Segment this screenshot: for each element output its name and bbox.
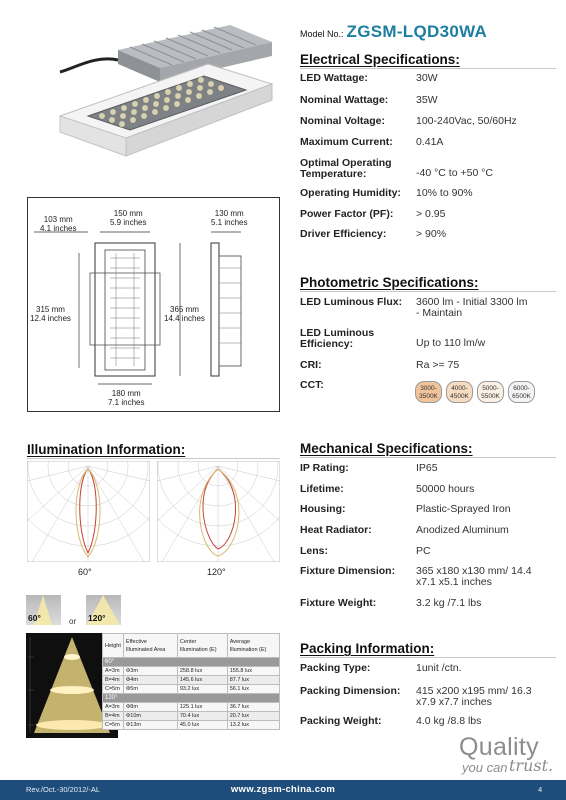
spec-value: Anodized Aluminum	[416, 524, 509, 536]
spec-value: 35W	[416, 94, 438, 106]
dim-180: 180 mm 7.1 inches	[108, 389, 145, 407]
packing-rule	[300, 657, 556, 658]
dim-365: 365 mm 14.4 inches	[164, 305, 205, 323]
table-cell: 125.1 lux	[177, 703, 227, 712]
table-group-row	[103, 694, 280, 703]
footer-revision: Rev./Oct.-30/2012/-AL	[26, 785, 101, 794]
spec-value: > 90%	[416, 228, 447, 240]
polar-diagram-120	[157, 461, 280, 562]
spec-value: PC	[416, 545, 431, 557]
spec-value: 50000 hours	[416, 483, 475, 495]
spec-value: 365 x180 x130 mm/ 14.4 x7.1 x5.1 inches	[416, 565, 532, 588]
spec-label: CCT:	[300, 379, 324, 391]
dim-103: 103 mm 4.1 inches	[40, 215, 77, 233]
spec-value: 3.2 kg /7.1 lbs	[416, 597, 482, 609]
polar-diagram-60	[27, 461, 150, 562]
dim-150: 150 mm 5.9 inches	[110, 209, 147, 227]
spec-label: Packing Type:	[300, 662, 371, 674]
spec-label: CRI:	[300, 359, 322, 371]
footer-page-number: 4	[538, 785, 543, 794]
packing-title: Packing Information:	[300, 641, 435, 656]
table-cell: 20.7 lux	[227, 712, 279, 721]
table-row	[103, 667, 280, 676]
footer-bar	[0, 780, 566, 800]
illumination-rule	[27, 458, 280, 459]
polar-label-120: 120°	[207, 567, 226, 577]
cct-badge: 4000-4500K	[446, 381, 473, 403]
spec-label: LED Luminous Flux:	[300, 296, 403, 308]
table-row	[103, 721, 280, 730]
table-cell: 45.0 lux	[177, 721, 227, 730]
footer-website-link[interactable]: www.zgsm-china.com	[230, 784, 336, 795]
spec-value: 0.41A	[416, 136, 444, 148]
table-cell: C=5m	[103, 685, 124, 694]
table-cell: Φ3m	[123, 667, 177, 676]
table-cell: Φ10m	[123, 712, 177, 721]
spec-value: Ra >= 75	[416, 359, 460, 371]
spec-label: Operating Humidity:	[300, 187, 401, 199]
beam-label-120: 120°	[88, 613, 106, 623]
spec-value: 1unit /ctn.	[416, 662, 462, 674]
spec-label: Packing Dimension:	[300, 685, 401, 697]
spec-label: Power Factor (PF):	[300, 208, 394, 220]
cct-badge: 5000-5500K	[477, 381, 504, 403]
spec-value: Up to 110 lm/w	[416, 337, 486, 349]
spec-label: Heat Radiator:	[300, 524, 372, 536]
quality-logo-script: trust.	[509, 756, 554, 775]
cct-badge: 6000-6500K	[508, 381, 535, 403]
spec-value: -40 °C to +50 °C	[416, 167, 493, 179]
spec-label: Housing:	[300, 503, 346, 515]
spec-label: Fixture Dimension:	[300, 565, 396, 577]
spec-value: 10% to 90%	[416, 187, 473, 199]
table-cell: Φ8m	[123, 703, 177, 712]
electrical-title: Electrical Specifications:	[300, 52, 460, 67]
spec-value: 30W	[416, 72, 438, 84]
group-angle: 120°	[103, 694, 280, 703]
spec-value: 415 x200 x195 mm/ 16.3 x7.9 x7.7 inches	[416, 685, 532, 708]
illumination-table	[102, 633, 280, 730]
model-value: ZGSM-LQD30WA	[346, 22, 488, 41]
dimension-drawing	[27, 197, 280, 412]
model-number	[300, 22, 487, 42]
spec-value: 3600 lm - Initial 3300 lm - Maintain	[416, 296, 528, 319]
illumination-title: Illumination Information:	[27, 442, 186, 457]
spec-label: LED Luminous Efficiency:	[300, 327, 375, 350]
table-cell: Φ13m	[123, 721, 177, 730]
spec-value: 4.0 kg /8.8 lbs	[416, 715, 482, 727]
mechanical-title: Mechanical Specifications:	[300, 441, 473, 456]
table-row	[103, 712, 280, 721]
spec-label: Packing Weight:	[300, 715, 382, 727]
photometric-title: Photometric Specifications:	[300, 275, 479, 290]
table-cell: 145.6 lux	[177, 676, 227, 685]
table-cell: Φ5m	[123, 685, 177, 694]
model-label: Model No.:	[300, 29, 344, 39]
table-cell: 155.8 lux	[227, 667, 279, 676]
table-header: Effective Illuminated Area	[123, 634, 177, 658]
spec-value: 100-240Vac, 50/60Hz	[416, 115, 517, 127]
table-cell: A=3m	[103, 667, 124, 676]
spec-label: Fixture Weight:	[300, 597, 377, 609]
spec-label: Lens:	[300, 545, 329, 557]
cct-badge: 3000-3500K	[415, 381, 442, 403]
table-cell: 56.1 lux	[227, 685, 279, 694]
spec-value: Plastic-Sprayed Iron	[416, 503, 511, 515]
cct-options	[415, 381, 535, 403]
spec-label: LED Wattage:	[300, 72, 368, 84]
electrical-rule	[300, 68, 556, 69]
table-cell: 36.7 lux	[227, 703, 279, 712]
or-text: or	[69, 617, 77, 626]
spec-label: Optimal Operating Temperature:	[300, 157, 392, 180]
table-cell: 70.4 lux	[177, 712, 227, 721]
group-angle: 60°	[103, 658, 280, 667]
table-header: Average Illumination (E)	[227, 634, 279, 658]
table-cell: B=4m	[103, 712, 124, 721]
mechanical-rule	[300, 457, 556, 458]
table-cell: 13.2 lux	[227, 721, 279, 730]
beam-icon-60	[26, 595, 61, 625]
dim-315: 315 mm 12.4 inches	[30, 305, 71, 323]
table-cell: A=3m	[103, 703, 124, 712]
spec-label: Lifetime:	[300, 483, 344, 495]
spec-value: IP65	[416, 462, 438, 474]
table-cell: 258.8 lux	[177, 667, 227, 676]
table-row	[103, 685, 280, 694]
product-photo	[40, 20, 280, 190]
quality-logo-text: Quality	[459, 733, 539, 761]
table-cell: C=5m	[103, 721, 124, 730]
spec-label: Nominal Wattage:	[300, 94, 389, 106]
spec-label: IP Rating:	[300, 462, 349, 474]
spec-value: > 0.95	[416, 208, 446, 220]
table-cell: 87.7 lux	[227, 676, 279, 685]
beam-icon-120	[86, 595, 121, 625]
spec-label: Nominal Voltage:	[300, 115, 385, 127]
table-group-row	[103, 658, 280, 667]
spec-label: Maximum Current:	[300, 136, 393, 148]
polar-label-60: 60°	[78, 567, 92, 577]
table-header: Center Illumination (E)	[177, 634, 227, 658]
table-cell: B=4m	[103, 676, 124, 685]
table-row	[103, 676, 280, 685]
dim-130: 130 mm 5.1 inches	[211, 209, 248, 227]
table-header-row	[103, 634, 280, 658]
table-cell: Φ4m	[123, 676, 177, 685]
table-row	[103, 703, 280, 712]
spec-label: Driver Efficiency:	[300, 228, 387, 240]
beam-label-60: 60°	[28, 613, 41, 623]
table-cell: 93.2 lux	[177, 685, 227, 694]
quality-logo-subtext: you can	[462, 760, 508, 775]
photometric-rule	[300, 291, 556, 292]
table-header: Height	[103, 634, 124, 658]
